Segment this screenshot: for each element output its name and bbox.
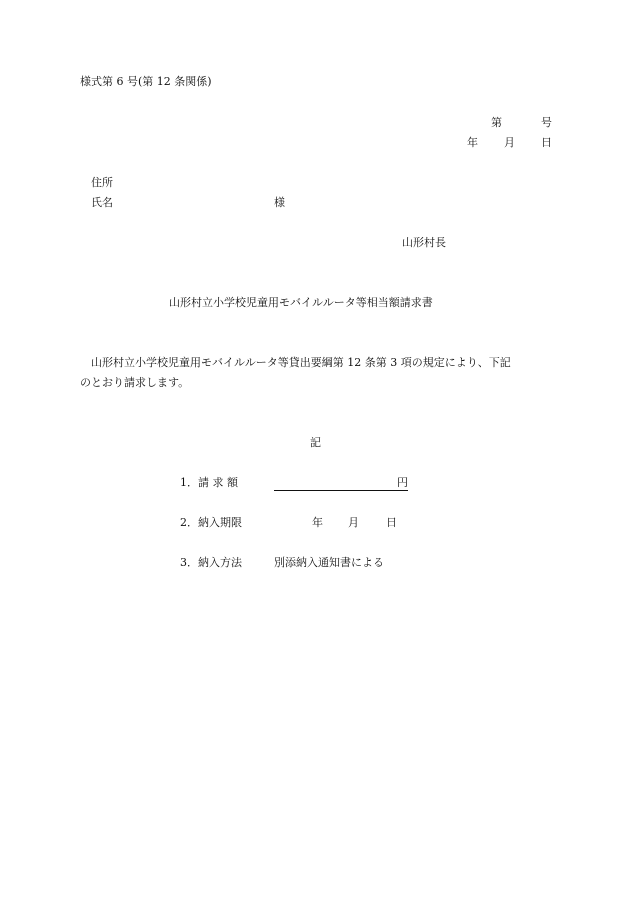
document-title: 山形村立小学校児童用モバイルルータ等相当額請求書 bbox=[169, 296, 433, 309]
doc-number-suffix: 号 bbox=[541, 116, 552, 129]
amount-field[interactable] bbox=[274, 476, 408, 491]
body-line-2: のとおり請求します。 bbox=[80, 376, 190, 389]
item-2-label: 2．納入期限 bbox=[180, 516, 242, 529]
sender-title: 山形村長 bbox=[402, 236, 446, 249]
body-line-1: 山形村立小学校児童用モバイルルータ等貸出要綱第 12 条第 3 項の規定により、下記 bbox=[91, 356, 511, 369]
item-1-label: 1．請 求 額 bbox=[180, 476, 238, 489]
payment-method-value: 別添納入通知書による bbox=[274, 556, 384, 569]
address-label: 住所 bbox=[91, 176, 113, 189]
deadline-year-label: 年 bbox=[312, 516, 323, 529]
date-month-label: 月 bbox=[504, 136, 515, 149]
amount-unit: 円 bbox=[397, 476, 408, 489]
deadline-day-label: 日 bbox=[386, 516, 397, 529]
honorific: 様 bbox=[274, 196, 285, 209]
item-3-label: 3．納入方法 bbox=[180, 556, 242, 569]
doc-number-prefix: 第 bbox=[491, 116, 502, 129]
name-label: 氏名 bbox=[91, 196, 113, 209]
date-year-label: 年 bbox=[467, 136, 478, 149]
date-day-label: 日 bbox=[541, 136, 552, 149]
deadline-month-label: 月 bbox=[348, 516, 359, 529]
ki-heading: 記 bbox=[310, 436, 321, 449]
form-number: 様式第 6 号(第 12 条関係) bbox=[80, 75, 212, 88]
